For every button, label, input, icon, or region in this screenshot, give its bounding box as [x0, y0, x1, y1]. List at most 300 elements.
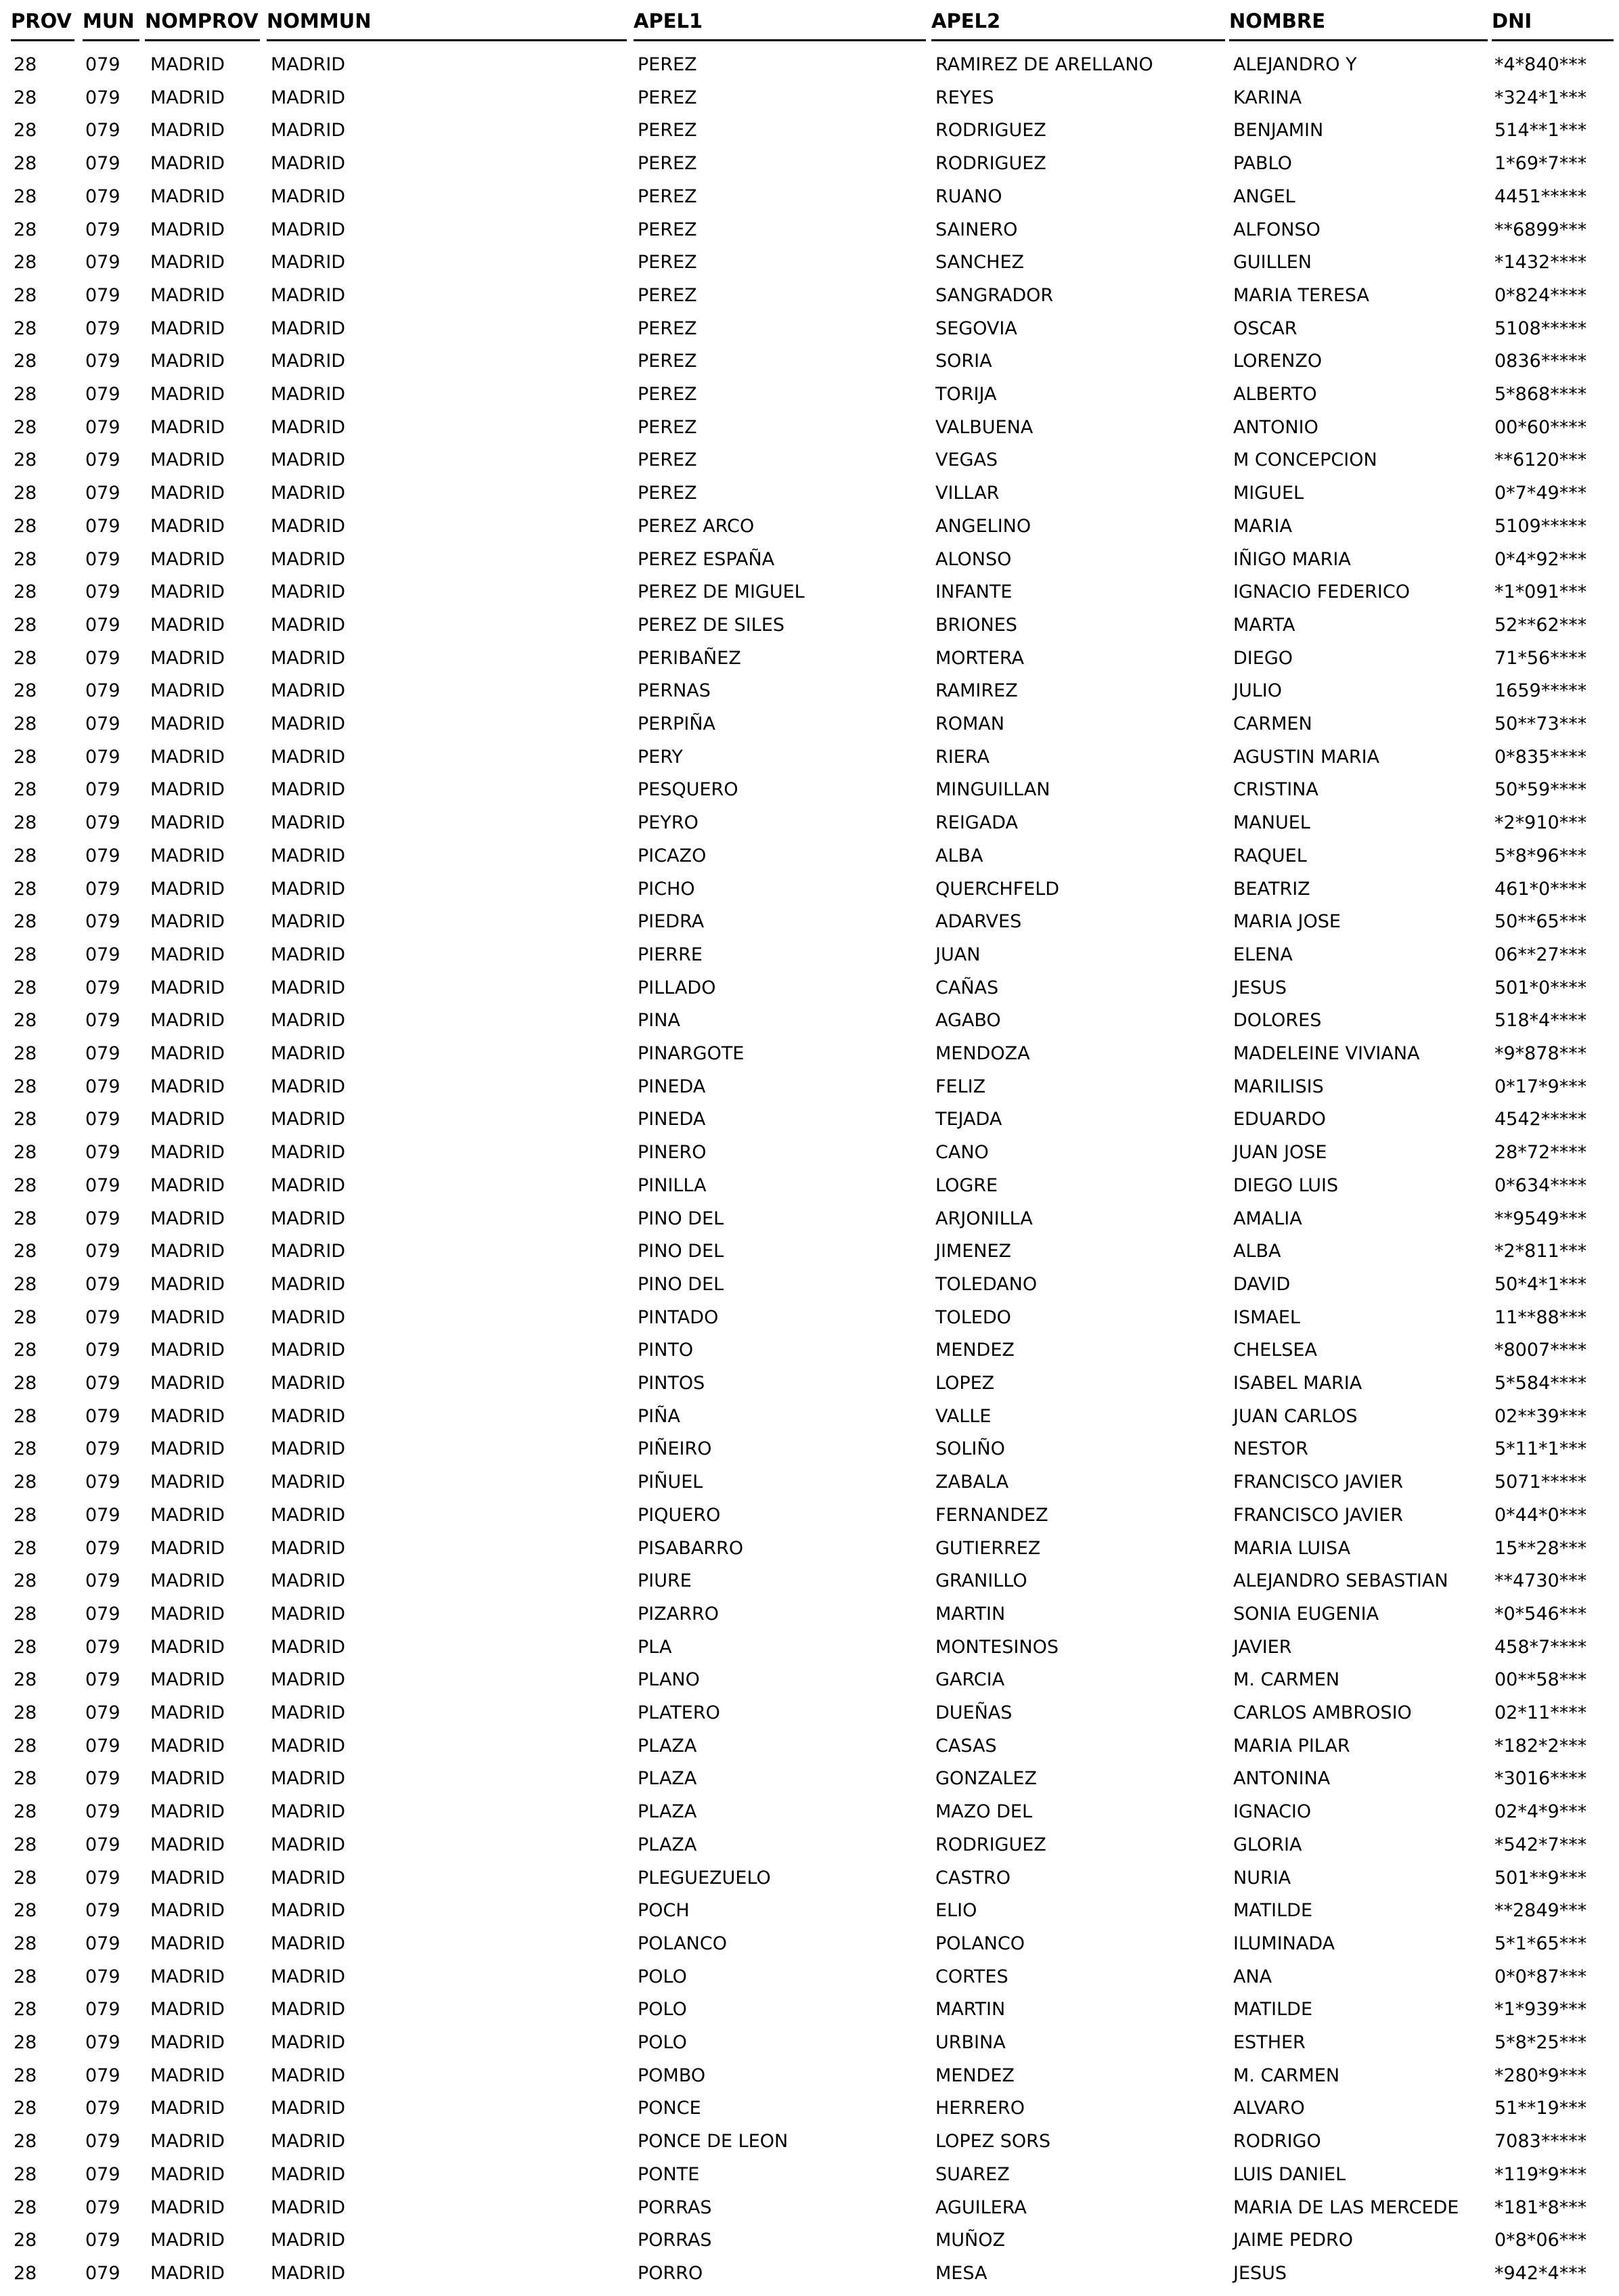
cell-prov: 28 — [14, 1010, 37, 1032]
cell-nomprov: MADRID — [150, 219, 225, 240]
cell-mun: 079 — [85, 284, 120, 306]
cell-apel1: PONCE — [638, 2098, 701, 2119]
cell-apel2: MINGUILLAN — [935, 779, 1050, 801]
cell-nombre: PABLO — [1233, 153, 1292, 175]
table-row — [0, 1499, 1619, 1532]
cell-nombre: ANGEL — [1233, 185, 1295, 207]
cell-nombre: ANA — [1233, 1966, 1272, 1987]
cell-mun: 079 — [85, 2196, 120, 2218]
cell-apel1: PEREZ — [638, 449, 697, 471]
cell-nomprov: MADRID — [150, 1900, 225, 1922]
cell-apel2: ZABALA — [935, 1472, 1009, 1493]
cell-nomprov: MADRID — [150, 1076, 225, 1097]
column-header-label: APEL1 — [634, 9, 703, 32]
cell-apel1: PLAZA — [638, 1768, 697, 1790]
cell-nommun: MADRID — [271, 1933, 346, 1954]
cell-mun: 079 — [85, 1669, 120, 1691]
cell-apel2: CAÑAS — [935, 977, 999, 998]
cell-dni: *9*878*** — [1494, 1043, 1587, 1064]
cell-mun: 079 — [85, 1504, 120, 1526]
table-row — [0, 2257, 1619, 2291]
cell-apel1: PLANO — [638, 1669, 700, 1691]
cell-apel2: MORTERA — [935, 647, 1025, 669]
cell-apel1: PORRAS — [638, 2196, 712, 2218]
cell-apel2: ALONSO — [935, 548, 1012, 570]
cell-mun: 079 — [85, 680, 120, 702]
cell-apel1: PEREZ — [638, 284, 697, 306]
cell-prov: 28 — [14, 1801, 37, 1823]
table-row — [0, 1071, 1619, 1104]
column-header-label: NOMPROV — [145, 9, 259, 32]
cell-prov: 28 — [14, 252, 37, 273]
cell-nomprov: MADRID — [150, 944, 225, 965]
cell-apel2: RAMIREZ — [935, 680, 1018, 702]
cell-mun: 079 — [85, 185, 120, 207]
cell-mun: 079 — [85, 1142, 120, 1164]
cell-nomprov: MADRID — [150, 1834, 225, 1855]
cell-dni: 0*824**** — [1494, 284, 1587, 306]
cell-nommun: MADRID — [271, 1570, 346, 1592]
cell-nommun: MADRID — [271, 219, 346, 240]
cell-nomprov: MADRID — [150, 2032, 225, 2053]
cell-nombre: JESUS — [1233, 2262, 1287, 2284]
cell-mun: 079 — [85, 1900, 120, 1922]
cell-apel2: ARJONILLA — [935, 1208, 1033, 1229]
cell-apel1: PINILLA — [638, 1174, 707, 1196]
cell-nombre: DOLORES — [1233, 1010, 1322, 1032]
cell-apel2: LOPEZ — [935, 1373, 995, 1394]
cell-nomprov: MADRID — [150, 1306, 225, 1328]
cell-nomprov: MADRID — [150, 252, 225, 273]
cell-apel1: PISABARRO — [638, 1537, 744, 1559]
cell-dni: **6899*** — [1494, 219, 1587, 240]
cell-dni: 4451***** — [1494, 185, 1587, 207]
cell-dni: 00**58*** — [1494, 1669, 1587, 1691]
cell-nommun: MADRID — [271, 911, 346, 933]
cell-apel1: PIÑA — [638, 1405, 680, 1427]
cell-nommun: MADRID — [271, 1340, 346, 1361]
cell-apel2: FELIZ — [935, 1076, 986, 1097]
cell-apel1: PEREZ ESPAÑA — [638, 548, 775, 570]
cell-dni: 5*868**** — [1494, 384, 1587, 405]
cell-dni: 15**28*** — [1494, 1537, 1587, 1559]
cell-nombre: M. CARMEN — [1233, 2065, 1340, 2086]
table-row — [0, 82, 1619, 115]
table-row — [0, 2224, 1619, 2257]
cell-nomprov: MADRID — [150, 878, 225, 900]
cell-nombre: DAVID — [1233, 1273, 1291, 1295]
cell-mun: 079 — [85, 713, 120, 734]
cell-nomprov: MADRID — [150, 713, 225, 734]
cell-nombre: ANTONIO — [1233, 416, 1318, 438]
cell-apel1: PEREZ DE SILES — [638, 614, 785, 636]
cell-nommun: MADRID — [271, 1603, 346, 1625]
cell-apel2: GUTIERREZ — [935, 1537, 1041, 1559]
cell-nombre: AGUSTIN MARIA — [1233, 746, 1380, 768]
cell-prov: 28 — [14, 153, 37, 175]
cell-dni: 0*7*49*** — [1494, 483, 1587, 504]
cell-dni: *2*811*** — [1494, 1241, 1587, 1262]
cell-nomprov: MADRID — [150, 1603, 225, 1625]
cell-apel2: SUAREZ — [935, 2163, 1010, 2185]
cell-apel2: SORIA — [935, 351, 992, 372]
cell-nombre: SONIA EUGENIA — [1233, 1603, 1379, 1625]
cell-mun: 079 — [85, 120, 120, 141]
table-row — [0, 1334, 1619, 1367]
cell-nombre: MARILISIS — [1233, 1076, 1324, 1097]
cell-prov: 28 — [14, 54, 37, 75]
cell-dni: 50*4*1*** — [1494, 1273, 1587, 1295]
cell-apel1: PLEGUEZUELO — [638, 1867, 771, 1889]
table-row — [0, 148, 1619, 181]
cell-apel2: RODRIGUEZ — [935, 153, 1046, 175]
cell-nombre: LUIS DANIEL — [1233, 2163, 1346, 2185]
cell-dni: *280*9*** — [1494, 2065, 1587, 2086]
table-row — [0, 873, 1619, 906]
cell-apel1: PEREZ — [638, 219, 697, 240]
table-row — [0, 510, 1619, 544]
cell-nomprov: MADRID — [150, 1340, 225, 1361]
cell-nombre: NESTOR — [1233, 1438, 1308, 1460]
cell-prov: 28 — [14, 1373, 37, 1394]
cell-apel2: URBINA — [935, 2032, 1006, 2053]
cell-apel1: PERIBAÑEZ — [638, 647, 741, 669]
cell-nombre: AMALIA — [1233, 1208, 1302, 1229]
cell-dni: 1659***** — [1494, 680, 1587, 702]
cell-dni: 50**73*** — [1494, 713, 1587, 734]
cell-nomprov: MADRID — [150, 153, 225, 175]
cell-mun: 079 — [85, 1043, 120, 1064]
cell-dni: 02*4*9*** — [1494, 1801, 1587, 1823]
cell-prov: 28 — [14, 2262, 37, 2284]
cell-nombre: ALVARO — [1233, 2098, 1305, 2119]
cell-apel1: PEREZ — [638, 120, 697, 141]
cell-nombre: CHELSEA — [1233, 1340, 1317, 1361]
table-row — [0, 2159, 1619, 2192]
cell-nommun: MADRID — [271, 1273, 346, 1295]
table-row — [0, 1532, 1619, 1566]
cell-dni: 0*17*9*** — [1494, 1076, 1587, 1097]
cell-apel2: MENDEZ — [935, 1340, 1015, 1361]
cell-nommun: MADRID — [271, 845, 346, 866]
cell-apel2: ANGELINO — [935, 515, 1032, 537]
cell-nomprov: MADRID — [150, 1438, 225, 1460]
column-header-nombre — [1229, 0, 1488, 42]
cell-nommun: MADRID — [271, 647, 346, 669]
column-header-label: APEL2 — [931, 9, 1001, 32]
cell-dni: 1*69*7*** — [1494, 153, 1587, 175]
cell-apel2: TORIJA — [935, 384, 997, 405]
cell-mun: 079 — [85, 2262, 120, 2284]
cell-mun: 079 — [85, 1702, 120, 1723]
cell-dni: 28*72**** — [1494, 1142, 1587, 1164]
cell-mun: 079 — [85, 1076, 120, 1097]
column-header-label: PROV — [11, 9, 72, 32]
cell-nommun: MADRID — [271, 581, 346, 603]
cell-prov: 28 — [14, 1109, 37, 1130]
cell-mun: 079 — [85, 746, 120, 768]
cell-nomprov: MADRID — [150, 1142, 225, 1164]
cell-nombre: IGNACIO — [1233, 1801, 1312, 1823]
cell-mun: 079 — [85, 54, 120, 75]
cell-nomprov: MADRID — [150, 1109, 225, 1130]
cell-prov: 28 — [14, 449, 37, 471]
cell-prov: 28 — [14, 2098, 37, 2119]
cell-dni: 514**1*** — [1494, 120, 1587, 141]
cell-nomprov: MADRID — [150, 1405, 225, 1427]
cell-mun: 079 — [85, 1801, 120, 1823]
cell-nomprov: MADRID — [150, 1966, 225, 1987]
cell-nombre: CARLOS AMBROSIO — [1233, 1702, 1412, 1723]
cell-nombre: ALFONSO — [1233, 219, 1321, 240]
cell-mun: 079 — [85, 483, 120, 504]
cell-nombre: MADELEINE VIVIANA — [1233, 1043, 1420, 1064]
cell-prov: 28 — [14, 1472, 37, 1493]
cell-nomprov: MADRID — [150, 911, 225, 933]
table-row — [0, 1400, 1619, 1434]
cell-apel2: TEJADA — [935, 1109, 1002, 1130]
table-row — [0, 675, 1619, 708]
cell-apel1: PEREZ ARCO — [638, 515, 755, 537]
cell-prov: 28 — [14, 2065, 37, 2086]
cell-prov: 28 — [14, 647, 37, 669]
cell-prov: 28 — [14, 845, 37, 866]
cell-nombre: FRANCISCO JAVIER — [1233, 1472, 1403, 1493]
cell-apel2: CASAS — [935, 1735, 997, 1757]
cell-mun: 079 — [85, 1570, 120, 1592]
cell-apel1: POMBO — [638, 2065, 706, 2086]
cell-nomprov: MADRID — [150, 317, 225, 339]
cell-prov: 28 — [14, 1735, 37, 1757]
cell-mun: 079 — [85, 1306, 120, 1328]
table-row — [0, 708, 1619, 741]
cell-nommun: MADRID — [271, 713, 346, 734]
cell-apel2: RIERA — [935, 746, 990, 768]
cell-apel1: PEREZ DE MIGUEL — [638, 581, 805, 603]
table-row — [0, 1829, 1619, 1862]
cell-apel2: SANCHEZ — [935, 252, 1025, 273]
cell-apel1: PEREZ — [638, 416, 697, 438]
cell-nommun: MADRID — [271, 483, 346, 504]
cell-dni: 02**39*** — [1494, 1405, 1587, 1427]
cell-prov: 28 — [14, 87, 37, 108]
cell-nombre: RODRIGO — [1233, 2131, 1321, 2152]
cell-prov: 28 — [14, 1306, 37, 1328]
cell-mun: 079 — [85, 647, 120, 669]
cell-nommun: MADRID — [271, 1043, 346, 1064]
cell-apel2: CORTES — [935, 1966, 1008, 1987]
cell-nombre: MARIA LUISA — [1233, 1537, 1351, 1559]
cell-prov: 28 — [14, 1174, 37, 1196]
header-underline — [267, 39, 627, 41]
header-underline — [1492, 39, 1614, 41]
cell-apel1: PINERO — [638, 1142, 707, 1164]
cell-prov: 28 — [14, 1834, 37, 1855]
cell-apel1: PIERRE — [638, 944, 703, 965]
table-row — [0, 1170, 1619, 1203]
cell-apel1: PEREZ — [638, 317, 697, 339]
cell-apel2: MONTESINOS — [935, 1636, 1059, 1658]
table-row — [0, 2060, 1619, 2093]
cell-apel1: PERNAS — [638, 680, 711, 702]
cell-apel1: PLA — [638, 1636, 672, 1658]
cell-dni: 50*59**** — [1494, 779, 1587, 801]
cell-nomprov: MADRID — [150, 1010, 225, 1032]
cell-nombre: ISMAEL — [1233, 1306, 1300, 1328]
cell-nomprov: MADRID — [150, 185, 225, 207]
cell-apel1: PEREZ — [638, 87, 697, 108]
cell-mun: 079 — [85, 977, 120, 998]
cell-nommun: MADRID — [271, 878, 346, 900]
cell-prov: 28 — [14, 1241, 37, 1262]
table-row — [0, 1203, 1619, 1236]
table-row — [0, 313, 1619, 346]
cell-nommun: MADRID — [271, 351, 346, 372]
cell-nomprov: MADRID — [150, 779, 225, 801]
column-header-prov — [11, 0, 74, 42]
cell-apel1: PEREZ — [638, 351, 697, 372]
cell-nombre: GUILLEN — [1233, 252, 1312, 273]
cell-nomprov: MADRID — [150, 1241, 225, 1262]
table-row — [0, 1433, 1619, 1466]
cell-dni: 4542***** — [1494, 1109, 1587, 1130]
cell-prov: 28 — [14, 1933, 37, 1954]
cell-prov: 28 — [14, 2131, 37, 2152]
cell-apel2: MARTIN — [935, 1999, 1006, 2021]
cell-nombre: MARIA JOSE — [1233, 911, 1341, 933]
cell-apel2: RAMIREZ DE ARELLANO — [935, 54, 1153, 75]
table-row — [0, 1664, 1619, 1697]
table-row — [0, 1565, 1619, 1598]
cell-nomprov: MADRID — [150, 2262, 225, 2284]
cell-mun: 079 — [85, 2032, 120, 2053]
cell-nomprov: MADRID — [150, 2230, 225, 2251]
cell-apel1: PLAZA — [638, 1834, 697, 1855]
cell-nomprov: MADRID — [150, 1174, 225, 1196]
cell-apel1: POLO — [638, 1966, 687, 1987]
cell-apel2: MENDEZ — [935, 2065, 1015, 2086]
cell-nomprov: MADRID — [150, 1043, 225, 1064]
cell-prov: 28 — [14, 1504, 37, 1526]
cell-apel1: PIZARRO — [638, 1603, 719, 1625]
cell-nombre: JULIO — [1233, 680, 1282, 702]
cell-nommun: MADRID — [271, 1405, 346, 1427]
table-row — [0, 444, 1619, 477]
cell-nombre: ESTHER — [1233, 2032, 1306, 2053]
cell-prov: 28 — [14, 1702, 37, 1723]
cell-apel2: MAZO DEL — [935, 1801, 1032, 1823]
cell-mun: 079 — [85, 351, 120, 372]
cell-nombre: BENJAMIN — [1233, 120, 1324, 141]
cell-prov: 28 — [14, 746, 37, 768]
column-header-dni — [1492, 0, 1614, 42]
column-header-mun — [83, 0, 139, 42]
cell-nommun: MADRID — [271, 1504, 346, 1526]
column-header-label: DNI — [1492, 9, 1532, 32]
table-row — [0, 280, 1619, 313]
cell-nommun: MADRID — [271, 2196, 346, 2218]
cell-prov: 28 — [14, 1438, 37, 1460]
table-row — [0, 1961, 1619, 1994]
cell-nommun: MADRID — [271, 153, 346, 175]
cell-nommun: MADRID — [271, 2098, 346, 2119]
cell-nombre: ALBA — [1233, 1241, 1281, 1262]
cell-prov: 28 — [14, 1208, 37, 1229]
cell-mun: 079 — [85, 845, 120, 866]
cell-dni: 5*584**** — [1494, 1373, 1587, 1394]
cell-dni: 5071***** — [1494, 1472, 1587, 1493]
cell-nombre: JAVIER — [1233, 1636, 1292, 1658]
cell-apel1: PIURE — [638, 1570, 692, 1592]
cell-mun: 079 — [85, 252, 120, 273]
table-row — [0, 1928, 1619, 1961]
cell-nommun: MADRID — [271, 1109, 346, 1130]
cell-apel2: SAINERO — [935, 219, 1018, 240]
table-row — [0, 807, 1619, 840]
cell-apel1: PINARGOTE — [638, 1043, 745, 1064]
table-row — [0, 1763, 1619, 1796]
table-row — [0, 1367, 1619, 1400]
cell-apel2: MESA — [935, 2262, 988, 2284]
cell-dni: 0836***** — [1494, 351, 1587, 372]
cell-nombre: MARIA PILAR — [1233, 1735, 1350, 1757]
cell-dni: 5*11*1*** — [1494, 1438, 1587, 1460]
cell-mun: 079 — [85, 1273, 120, 1295]
cell-mun: 079 — [85, 1241, 120, 1262]
table-row — [0, 477, 1619, 510]
cell-nombre: NURIA — [1233, 1867, 1291, 1889]
cell-apel1: POCH — [638, 1900, 690, 1922]
cell-nommun: MADRID — [271, 1373, 346, 1394]
cell-nomprov: MADRID — [150, 449, 225, 471]
cell-nombre: DIEGO LUIS — [1233, 1174, 1339, 1196]
table-row — [0, 1466, 1619, 1499]
table-row — [0, 378, 1619, 412]
cell-apel1: PEREZ — [638, 153, 697, 175]
cell-mun: 079 — [85, 548, 120, 570]
cell-nombre: GLORIA — [1233, 1834, 1302, 1855]
cell-prov: 28 — [14, 219, 37, 240]
cell-apel1: PERPIÑA — [638, 713, 716, 734]
cell-prov: 28 — [14, 317, 37, 339]
cell-prov: 28 — [14, 713, 37, 734]
cell-mun: 079 — [85, 1174, 120, 1196]
cell-prov: 28 — [14, 977, 37, 998]
header-underline — [931, 39, 1225, 41]
cell-nomprov: MADRID — [150, 2163, 225, 2185]
cell-nommun: MADRID — [271, 515, 346, 537]
table-row — [0, 1862, 1619, 1895]
cell-mun: 079 — [85, 1834, 120, 1855]
cell-mun: 079 — [85, 1966, 120, 1987]
cell-apel1: PINO DEL — [638, 1273, 724, 1295]
cell-dni: 5108***** — [1494, 317, 1587, 339]
cell-nombre: ELENA — [1233, 944, 1293, 965]
cell-mun: 079 — [85, 384, 120, 405]
cell-dni: *0*546*** — [1494, 1603, 1587, 1625]
cell-dni: **2849*** — [1494, 1900, 1587, 1922]
cell-prov: 28 — [14, 614, 37, 636]
cell-prov: 28 — [14, 1076, 37, 1097]
cell-nomprov: MADRID — [150, 1735, 225, 1757]
cell-mun: 079 — [85, 944, 120, 965]
table-row — [0, 642, 1619, 676]
cell-apel1: PONCE DE LEON — [638, 2131, 789, 2152]
column-header-nommun — [267, 0, 627, 42]
cell-prov: 28 — [14, 911, 37, 933]
cell-nombre: ALEJANDRO SEBASTIAN — [1233, 1570, 1448, 1592]
cell-dni: *2*910*** — [1494, 812, 1587, 834]
